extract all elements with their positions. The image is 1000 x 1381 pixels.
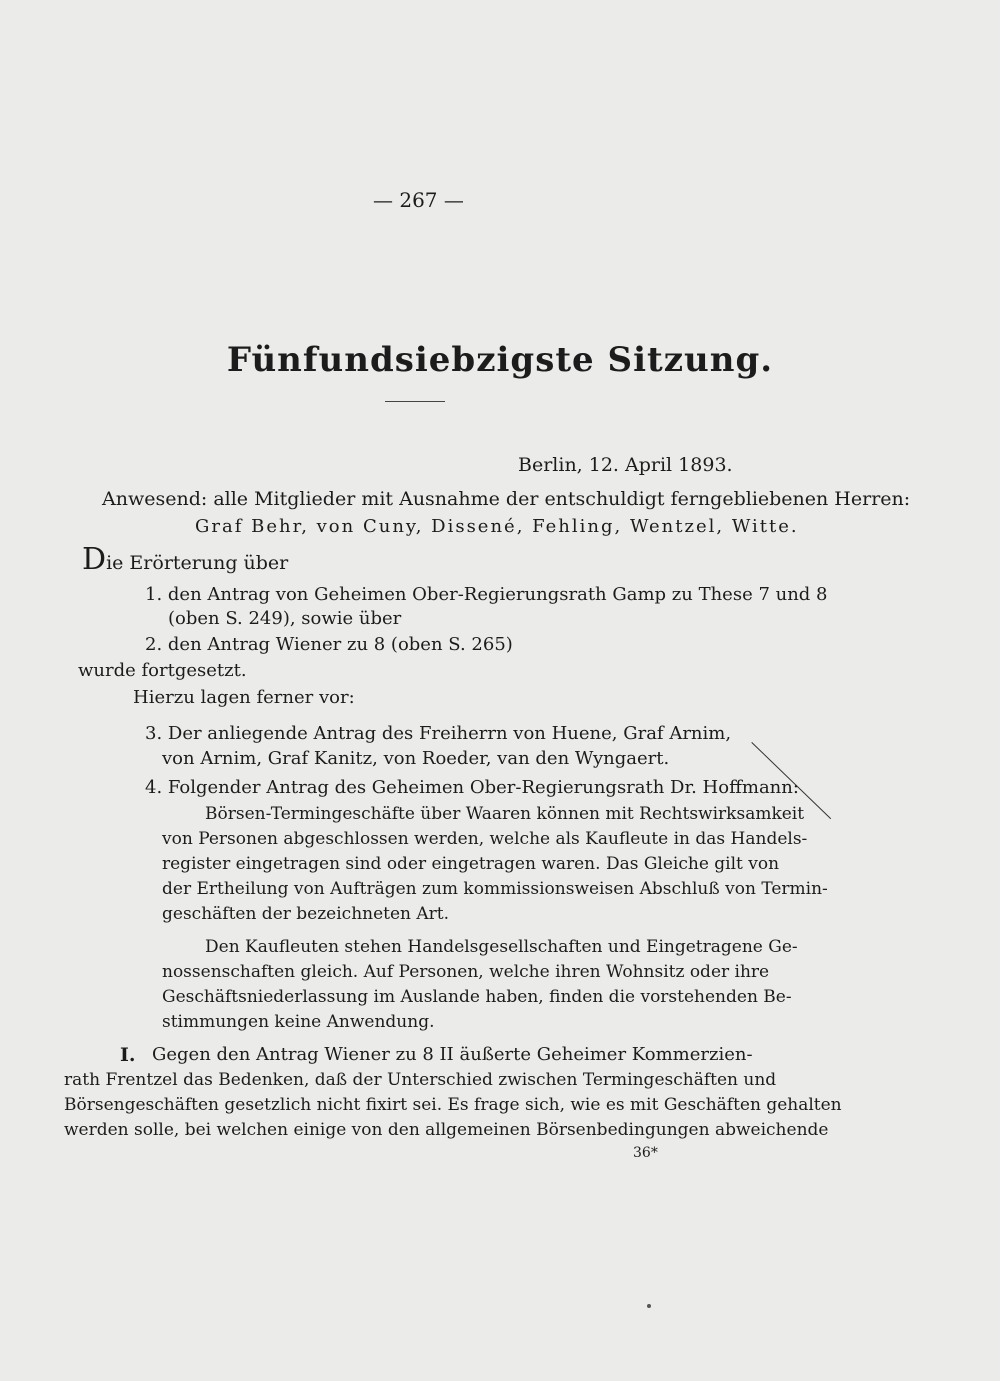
proposal-p2-line-2: nossenschaften gleich. Auf Personen, welche ihren Wohnsitz oder ihre — [162, 962, 770, 982]
present-label: Anwesend: — [102, 488, 208, 510]
proposal-p1-line-3: register eingetragen sind oder eingetragen waren. Das Gleiche gilt von — [162, 854, 780, 874]
page-number: — 267 — — [373, 188, 464, 212]
intro-line — [82, 542, 289, 577]
proposal-p1-line-2: von Personen abgeschlossen werden, welche als Kaufleute in das Handels- — [162, 829, 808, 849]
section-line-4: werden solle, bei welchen einige von den allgemeinen Börsenbedingungen abweichende — [64, 1120, 829, 1140]
paper-speck — [647, 1304, 651, 1308]
continued-line: wurde fortgesetzt. — [78, 660, 247, 681]
proposal-p2-line-4: stimmungen keine Anwendung. — [162, 1012, 435, 1032]
present-line — [102, 487, 910, 511]
intro-text: ie Erörterung über — [106, 552, 289, 574]
further-line: Hierzu lagen ferner vor: — [133, 687, 355, 708]
section-line-2: rath Frentzel das Bedenken, daß der Unterschied zwischen Termingeschäften und — [64, 1070, 777, 1090]
item-3-line-1: 3. Der anliegende Antrag des Freiherrn von Huene, Graf Arnim, — [145, 723, 732, 744]
section-line-1: Gegen den Antrag Wiener zu 8 II äußerte Geheimer Kommerzien- — [152, 1044, 753, 1065]
drop-cap: D — [82, 542, 107, 577]
item-1-line-2: (oben S. 249), sowie über — [168, 608, 402, 629]
proposal-p1-line-5: geschäften der bezeichneten Art. — [162, 904, 450, 924]
signature-mark: 36* — [633, 1145, 658, 1161]
section-line-3: Börsengeschäften gesetzlich nicht fixirt sei. Es frage sich, wie es mit Geschäften gehalten — [64, 1095, 842, 1115]
proposal-p1-line-4: der Ertheilung von Aufträgen zum kommissionsweisen Abschluß von Termin- — [162, 879, 828, 899]
section-mark: I. — [120, 1044, 136, 1066]
session-title: Fünfundsiebzigste Sitzung. — [226, 340, 774, 380]
proposal-p2-line-3: Geschäftsniederlassung im Auslande haben, finden die vorstehenden Be- — [162, 987, 792, 1007]
item-1-line-1: 1. den Antrag von Geheimen Ober-Regierungsrath Gamp zu These 7 und 8 — [145, 584, 828, 605]
present-text: alle Mitglieder mit Ausnahme der entschuldigt ferngebliebenen Herren: — [213, 488, 911, 510]
item-3-line-2: von Arnim, Graf Kanitz, von Roeder, van den Wyngaert. — [162, 748, 670, 769]
item-4-line-1: 4. Folgender Antrag des Geheimen Ober-Regierungsrath Dr. Hoffmann: — [145, 777, 799, 798]
date-line: Berlin, 12. April 1893. — [518, 454, 733, 476]
proposal-p1-line-1: Börsen-Termingeschäfte über Waaren können mit Rechtswirksamkeit — [205, 804, 805, 824]
title-rule — [385, 401, 445, 402]
absent-names: Graf Behr, von Cuny, Dissené, Fehling, Wentzel, Witte. — [195, 516, 799, 537]
proposal-p2-line-1: Den Kaufleuten stehen Handelsgesellschaften und Eingetragene Ge- — [205, 937, 798, 957]
item-2: 2. den Antrag Wiener zu 8 (oben S. 265) — [145, 634, 513, 655]
